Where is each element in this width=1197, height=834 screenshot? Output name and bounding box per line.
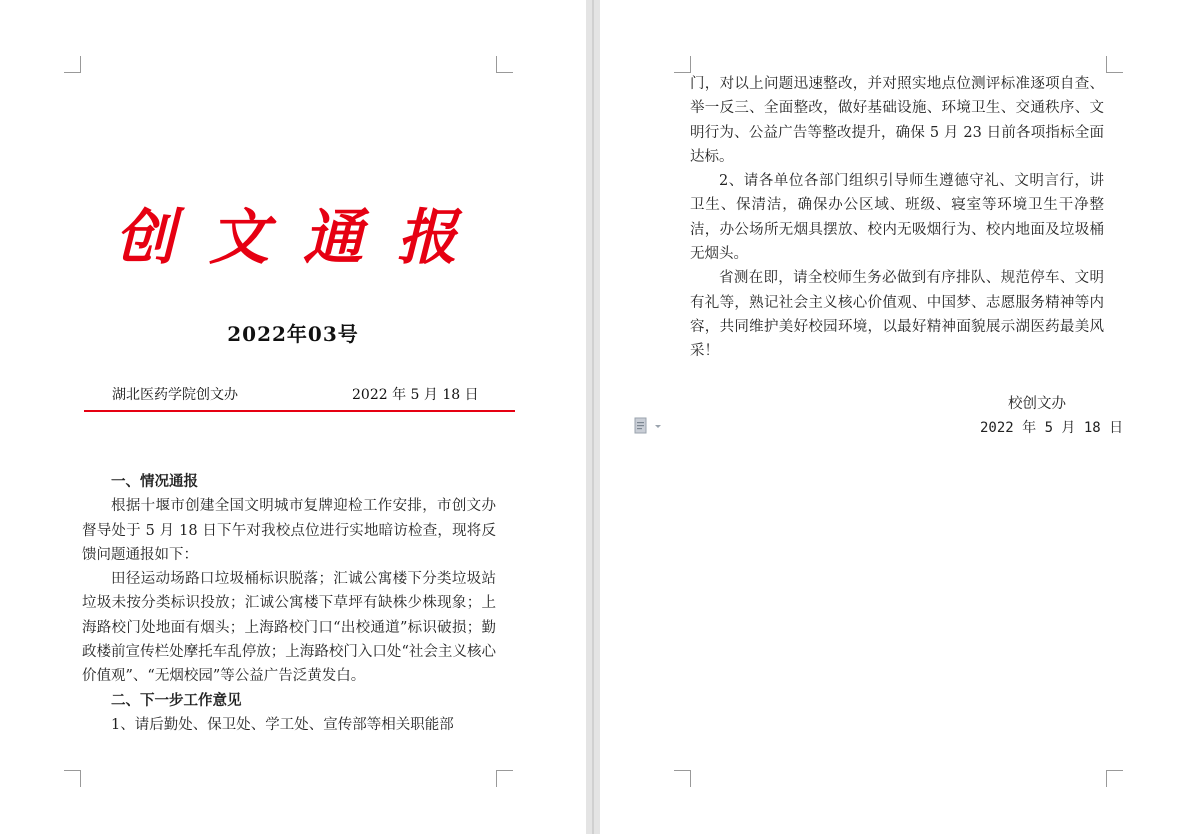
issue-date: 2022 年 5 月 18 日 <box>352 387 479 403</box>
crop-mark <box>496 770 513 787</box>
issuing-org: 湖北医药学院创文办 <box>112 387 238 403</box>
red-header-rule <box>84 410 515 412</box>
paragraph-issues: 田径运动场路口垃圾桶标识脱落；汇诚公寓楼下分类垃圾站垃圾未按分类标识投放；汇诚公寓楼下草坪有缺株少株现象；上海路校门处地面有烟头；上海路校门口“出校通道”标识破损；勤政楼前宣传栏处摩托车乱停放；上海路校门入口处“社会主义核心价值观”、“无烟校园”等公益广告泛黄发白。 <box>82 571 496 685</box>
section-heading-next-steps: 二、下一步工作意见 <box>111 692 242 709</box>
signature-date: 2022 年 5 月 18 日 <box>980 420 1124 436</box>
page-separator <box>592 0 594 834</box>
issue-number: 2022年03号 <box>227 322 359 346</box>
paragraph-intro: 根据十堰市创建全国文明城市复牌迎检工作安排，市创文办督导处于 5 月 18 日下午对我校点位进行实地暗访检查，现将反馈问题通报如下： <box>82 498 496 563</box>
paragraph-closing: 省测在即，请全校师生务必做到有序排队、规范停车、文明有礼等，熟记社会主义核心价值观、中国梦、志愿服务精神等内容，共同维护美好校园环境，以最好精神面貌展示湖医药最美风采！ <box>690 270 1104 360</box>
document-options-icon[interactable] <box>633 417 667 435</box>
right-body-text <box>690 72 1104 364</box>
signature-org: 校创文办 <box>1008 396 1066 412</box>
crop-mark <box>496 56 513 73</box>
left-body-text <box>82 470 496 737</box>
section-heading-situation: 一、情况通报 <box>111 474 198 490</box>
crop-mark <box>674 770 691 787</box>
paragraph-item-1-cont: 门，对以上问题迅速整改，并对照实地点位测评标准逐项自查、举一反三、全面整改，做好基础设施、环境卫生、交通秩序、文明行为、公益广告等整改提升，确保 5 月 23 日前各项指标全面达标。 <box>690 76 1104 165</box>
crop-mark <box>64 770 81 787</box>
crop-mark <box>674 56 691 73</box>
crop-mark <box>1106 56 1123 73</box>
bulletin-masthead: 创文通报 <box>115 203 491 273</box>
crop-mark <box>64 56 81 73</box>
paragraph-item-1-start: 1、请后勤处、保卫处、学工处、宣传部等相关职能部 <box>111 716 454 733</box>
crop-mark <box>1106 770 1123 787</box>
paragraph-item-2: 2、请各单位各部门组织引导师生遵德守礼、文明言行，讲卫生、保清洁，确保办公区域、班级、寝室等环境卫生干净整洁，办公场所无烟具摆放、校内无吸烟行为、校内地面及垃圾桶无烟头。 <box>690 173 1104 263</box>
